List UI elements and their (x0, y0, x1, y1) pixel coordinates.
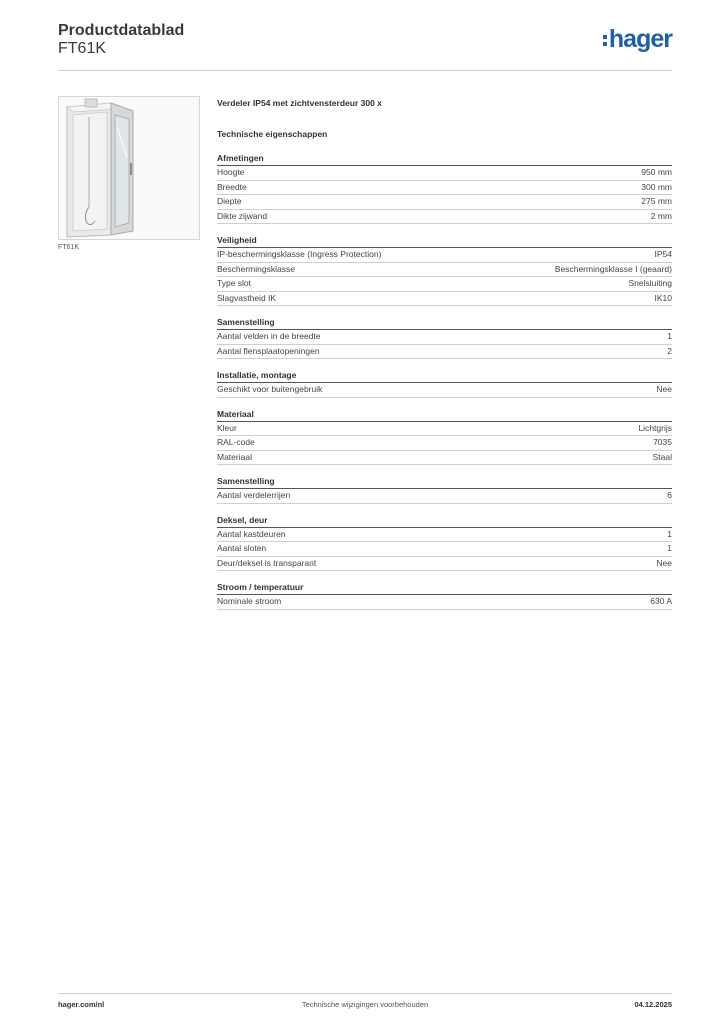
spec-row (217, 528, 672, 543)
spec-label: Materiaal (217, 451, 252, 462)
spec-label: Hoogte (217, 167, 245, 177)
page-header (58, 22, 672, 71)
product-image (58, 96, 200, 240)
group-title: Samenstelling (217, 315, 672, 330)
spec-value: 1 (667, 543, 672, 553)
group-title: Deksel, deur (217, 513, 672, 528)
spec-label: Aantal verdelerrijen (217, 490, 291, 500)
spec-value: IP54 (654, 249, 672, 259)
spec-row (217, 181, 672, 196)
spec-row (217, 195, 672, 210)
spec-value: 300 mm (641, 181, 672, 192)
spec-label: Breedte (217, 181, 247, 192)
spec-row (217, 595, 672, 610)
spec-row (217, 248, 672, 263)
spec-label: Aantal velden in de breedte (217, 331, 321, 341)
spec-value: 6 (667, 490, 672, 500)
spec-value: Nee (656, 384, 672, 394)
spec-value: Beschermingsklasse I (geaard) (554, 263, 672, 274)
group-title: Samenstelling (217, 474, 672, 489)
group-title: Afmetingen (217, 151, 672, 166)
spec-row (217, 451, 672, 466)
spec-label: Aantal kastdeuren (217, 528, 286, 539)
group-title: Materiaal (217, 407, 672, 422)
spec-value: IK10 (654, 292, 672, 303)
spec-label: Kleur (217, 422, 237, 433)
spec-label: Beschermingsklasse (217, 263, 295, 274)
spec-value: Nee (656, 557, 672, 568)
spec-row (217, 489, 672, 504)
spec-row (217, 277, 672, 292)
spec-row (217, 436, 672, 451)
spec-value: 2 (667, 345, 672, 356)
page-footer (58, 993, 672, 1010)
image-caption: FT61K (58, 244, 80, 251)
group-title: Veiligheid (217, 233, 672, 248)
hager-logo (603, 24, 672, 54)
spec-value: 1 (667, 331, 672, 341)
spec-row (217, 263, 672, 278)
specifications (217, 96, 672, 610)
spec-row (217, 557, 672, 572)
footer-date: 04.12.2025 (634, 1000, 672, 1009)
spec-label: Dikte zijwand (217, 210, 268, 221)
spec-value: 630 A (650, 596, 672, 606)
spec-label: Diepte (217, 196, 242, 206)
spec-row (217, 422, 672, 437)
spec-label: Aantal flensplaatopeningen (217, 345, 320, 356)
footer-disclaimer: Technische wijzigingen voorbehouden (301, 1000, 429, 1009)
spec-row (217, 542, 672, 557)
group-title: Installatie, montage (217, 368, 672, 383)
spec-label: Aantal sloten (217, 543, 267, 553)
spec-row (217, 383, 672, 398)
spec-value: Staal (652, 451, 672, 462)
spec-row (217, 210, 672, 225)
product-code: FT61K (58, 40, 107, 57)
spec-value: Lichtgrijs (638, 422, 672, 433)
product-name: Verdeler IP54 met zichtvensterdeur 300 x (217, 98, 382, 108)
spec-label: Nominale stroom (217, 596, 282, 606)
group-title: Stroom / temperatuur (217, 580, 672, 595)
spec-label: Geschikt voor buitengebruik (217, 384, 323, 394)
spec-value: 7035 (653, 437, 672, 447)
spec-label: Slagvastheid IK (217, 292, 277, 303)
spec-groups (217, 151, 672, 610)
document-title: Productdatablad (58, 22, 185, 39)
spec-value: 2 mm (650, 210, 672, 221)
spec-label: IP-beschermingsklasse (Ingress Protection) (217, 249, 382, 259)
spec-row (217, 345, 672, 360)
spec-label: RAL-code (217, 437, 255, 447)
spec-row (217, 166, 672, 181)
section-heading: Technische eigenschappen (217, 129, 328, 139)
spec-label: Deur/deksel is transparant (217, 557, 317, 568)
spec-label: Type slot (217, 278, 252, 288)
footer-website[interactable]: hager.com/nl (58, 1000, 105, 1009)
spec-row (217, 292, 672, 307)
logo-dots-icon (603, 35, 607, 46)
spec-value: 1 (667, 528, 672, 539)
spec-value: 950 mm (641, 167, 672, 177)
enclosure-icon (59, 97, 201, 241)
spec-row (217, 330, 672, 345)
logo-text: hager (608, 25, 672, 53)
spec-value: Snelsluiting (628, 278, 672, 288)
spec-value: 275 mm (641, 196, 672, 206)
